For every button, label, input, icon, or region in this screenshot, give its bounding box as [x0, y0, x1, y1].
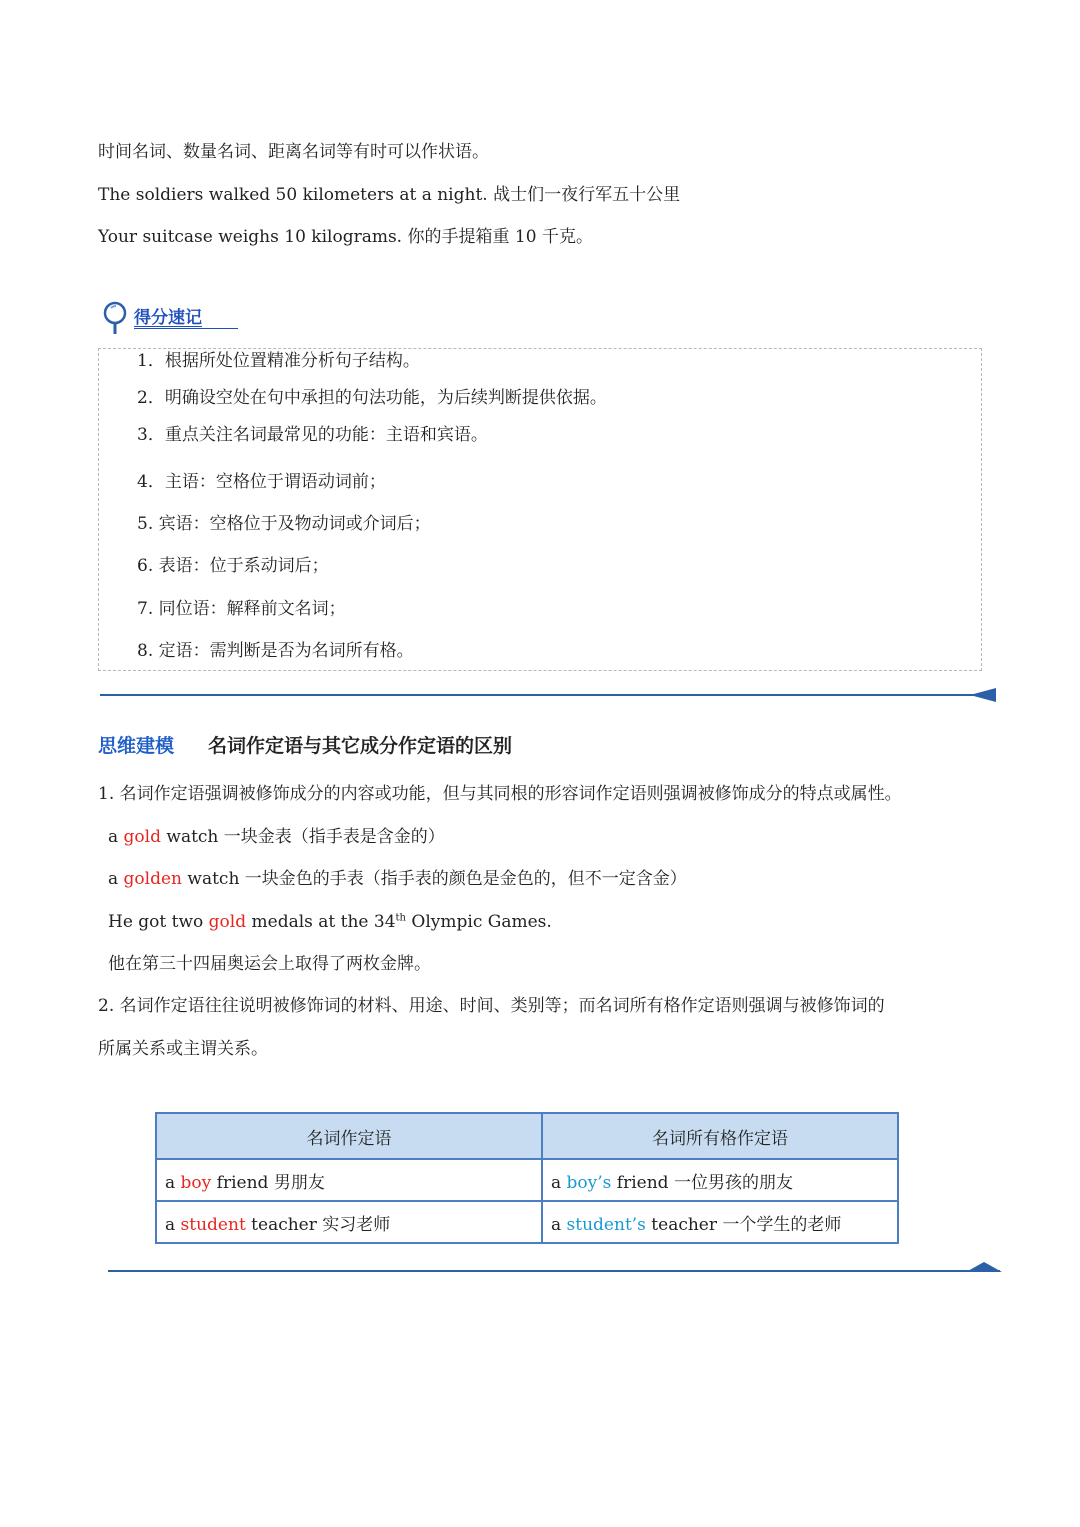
highlight-word: boy’s — [566, 1172, 612, 1193]
highlight-word: golden — [123, 869, 182, 889]
example-rest: watch 一块金色的手表（指手表的颜色是金色的，但不一定含金） — [182, 869, 687, 889]
tip-item: 3．重点关注名词最常见的功能：主语和宾语。 — [137, 425, 488, 445]
table-header: 名词作定语 — [156, 1113, 542, 1159]
section-divider — [108, 1270, 1000, 1272]
example-golden — [108, 867, 687, 891]
table-row — [156, 1201, 898, 1243]
highlight-word: boy — [180, 1172, 212, 1193]
example-sentence-2 — [98, 225, 593, 249]
tip-item: 4．主语：空格位于谓语动词前； — [137, 472, 386, 492]
cell-rest: friend 一位男孩的朋友 — [611, 1172, 793, 1193]
cell-rest: teacher 一个学生的老师 — [645, 1214, 842, 1235]
example-pre: He got two — [108, 912, 209, 932]
divider-arrow-icon — [970, 688, 996, 702]
point-1: 1. 名词作定语强调被修饰成分的内容或功能，但与其同根的形容词作定语则强调被修饰成分的特点或属性。 — [98, 784, 902, 804]
section-title: 名词作定语与其它成分作定语的区别 — [208, 735, 513, 757]
cell-rest: teacher 实习老师 — [245, 1214, 391, 1235]
cell-article: a — [551, 1214, 567, 1235]
tips-box — [98, 348, 982, 671]
table-cell — [156, 1201, 542, 1243]
table-cell — [542, 1201, 898, 1243]
table-cell — [156, 1159, 542, 1201]
tip-item: 7. 同位语：解释前文名词； — [137, 599, 346, 619]
tip-item: 2．明确设空处在句中承担的句法功能，为后续判断提供依据。 — [137, 388, 607, 408]
tip-item: 6. 表语：位于系动词后； — [137, 556, 329, 576]
example-medal-chinese: 他在第三十四届奥运会上取得了两枚金牌。 — [108, 954, 431, 974]
point-2-line-2: 所属关系或主谓关系。 — [98, 1039, 268, 1059]
example-2-chinese: 你的手提箱重 10 千克。 — [407, 227, 593, 247]
table-row — [156, 1159, 898, 1201]
comparison-table — [155, 1112, 899, 1244]
point-2-line-1: 2. 名词作定语往往说明被修饰词的材料、用途、时间、类别等；而名词所有格作定语则强调与被修饰词的 — [98, 996, 885, 1016]
cell-article: a — [551, 1172, 567, 1193]
example-article: a — [108, 869, 124, 889]
example-post: Olympic Games. — [406, 912, 552, 932]
table-header: 名词所有格作定语 — [542, 1113, 898, 1159]
magnifier-icon — [100, 300, 134, 336]
table-header-row — [156, 1113, 898, 1159]
example-article: a — [108, 827, 124, 847]
tip-item: 8. 定语：需判断是否为名词所有格。 — [137, 641, 414, 661]
tips-title: 得分速记 — [134, 308, 202, 328]
table-cell — [542, 1159, 898, 1201]
tips-title-underline — [134, 328, 238, 329]
example-mid: medals at the 34 — [246, 912, 396, 932]
section-tag: 思维建模 — [98, 735, 175, 757]
example-rest: watch 一块金表（指手表是含金的） — [160, 827, 445, 847]
example-gold — [108, 825, 445, 849]
tip-item: 1．根据所处位置精准分析句子结构。 — [137, 351, 420, 371]
highlight-word: gold — [123, 827, 161, 847]
example-1-chinese: 战士们一夜行军五十公里 — [493, 185, 681, 205]
example-sentence-1 — [98, 183, 680, 207]
cell-article: a — [165, 1172, 181, 1193]
cell-rest: friend 男朋友 — [211, 1172, 325, 1193]
intro-text: 时间名词、数量名词、距离名词等有时可以作状语。 — [98, 142, 489, 162]
example-medal — [108, 910, 552, 934]
highlight-word: student’s — [566, 1214, 646, 1235]
highlight-word: student — [180, 1214, 246, 1235]
tip-item: 5. 宾语：空格位于及物动词或介词后； — [137, 514, 431, 534]
section-divider — [100, 694, 980, 696]
divider-arrow-icon — [966, 1262, 1002, 1272]
cell-article: a — [165, 1214, 181, 1235]
ordinal-suffix: th — [395, 912, 406, 924]
example-1-english: The soldiers walked 50 kilometers at a night. — [98, 185, 488, 205]
highlight-word: gold — [208, 912, 247, 932]
example-2-english: Your suitcase weighs 10 kilograms. — [98, 227, 403, 247]
